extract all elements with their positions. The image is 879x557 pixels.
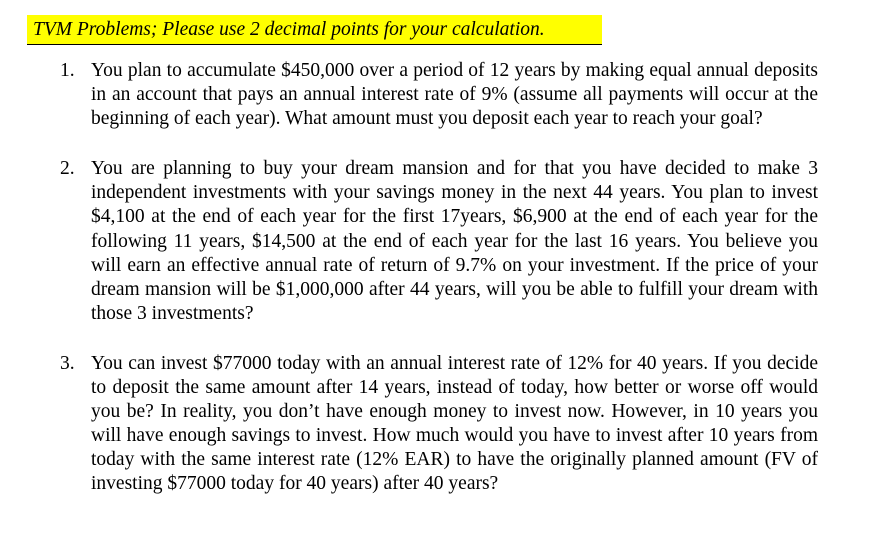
problem-number: 3. <box>60 352 75 374</box>
problem-text: You are planning to buy your dream mansion and for that you have decided to make 3 independent investments with your savings money in the next 44 years. You plan to invest $4,100 at the end of each year for the first 17years, $6,900 at the end of each year for the following 11 years, $14,500 at the end of each year for the last 16 years. You believe you will earn an effective annual rate of return of 9.7% on your investment. If the price of your dream mansion will be $1,000,000 after 44 years, will you be able to fulfill your dream with those 3 investments? <box>91 158 818 324</box>
problem-number: 1. <box>60 60 75 81</box>
highlighted-header <box>27 15 602 45</box>
problem-item-2 <box>60 157 818 326</box>
problem-list <box>60 59 818 523</box>
header-title: TVM Problems; Please use 2 decimal points for your calculation. <box>33 19 545 40</box>
problem-item-3 <box>60 352 818 497</box>
problem-item-1 <box>60 59 818 131</box>
problem-number: 2. <box>60 158 75 180</box>
problem-text: You can invest $77000 today with an annual interest rate of 12% for 40 years. If you decide to deposit the same amount after 14 years, instead of today, how better or worse off would you be? In reality, you don’t have enough money to invest now. However, in 10 years you will have enough savings to invest. How much would you have to invest after 10 years from today with the same interest rate (12% EAR) to have the originally planned amount (FV of investing $77000 today for 40 years) after 40 years? <box>91 352 818 495</box>
problem-text: You plan to accumulate $450,000 over a period of 12 years by making equal annual deposits in an account that pays an annual interest rate of 9% (assume all payments will occur at the beginning of each year). What amount must you deposit each year to reach your goal? <box>91 60 818 130</box>
